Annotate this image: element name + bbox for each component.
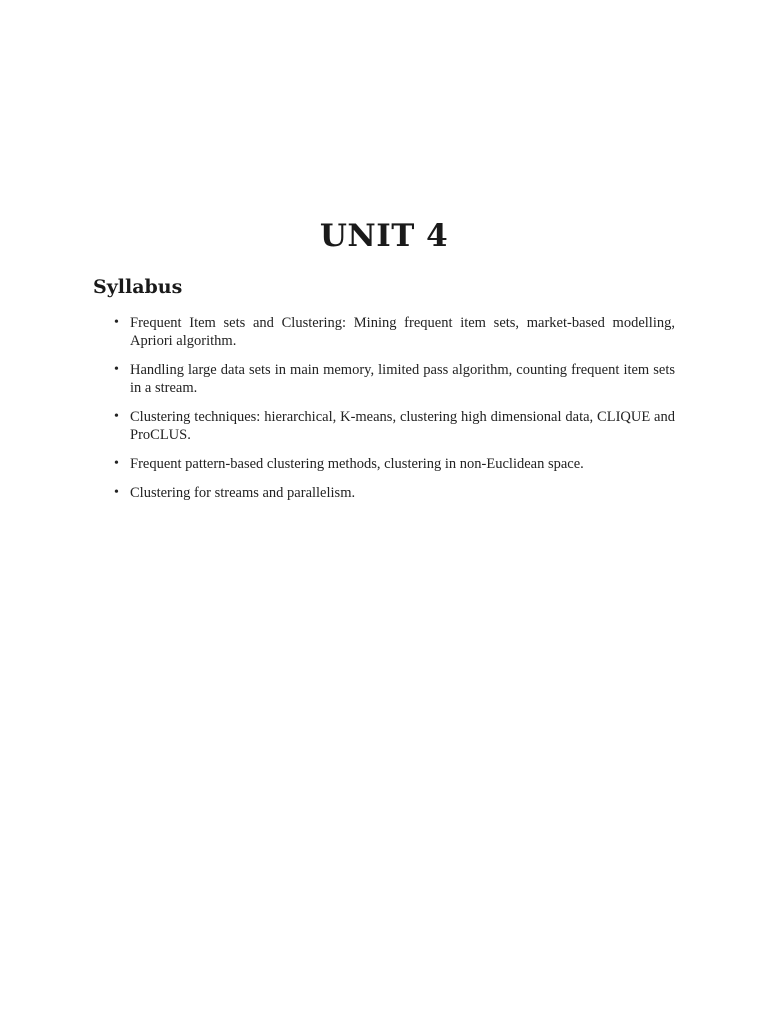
list-item: [112, 484, 675, 502]
list-item-text: Handling large data sets in main memory, limited pass algorithm, counting frequent item sets in a stream.: [130, 362, 675, 396]
bullet-icon: •: [114, 362, 119, 377]
bullet-icon: •: [114, 315, 119, 330]
list-item: [112, 408, 675, 444]
bullet-icon: •: [114, 409, 119, 424]
bullet-icon: •: [114, 485, 119, 500]
list-item-text: Clustering techniques: hierarchical, K-means, clustering high dimensional data, CLIQUE and ProCLUS.: [130, 409, 675, 443]
list-item-text: Frequent pattern-based clustering methods, clustering in non-Euclidean space.: [130, 456, 584, 472]
section-heading-syllabus: Syllabus: [93, 276, 183, 298]
bullet-icon: •: [114, 456, 119, 471]
list-item: [112, 314, 675, 350]
list-item: [112, 455, 675, 473]
syllabus-list: [112, 314, 675, 513]
list-item: [112, 361, 675, 397]
list-item-text: Frequent Item sets and Clustering: Mining frequent item sets, market-based modelling, Apriori algorithm.: [130, 315, 675, 349]
list-item-text: Clustering for streams and parallelism.: [130, 485, 356, 501]
unit-title: UNIT 4: [319, 218, 449, 254]
